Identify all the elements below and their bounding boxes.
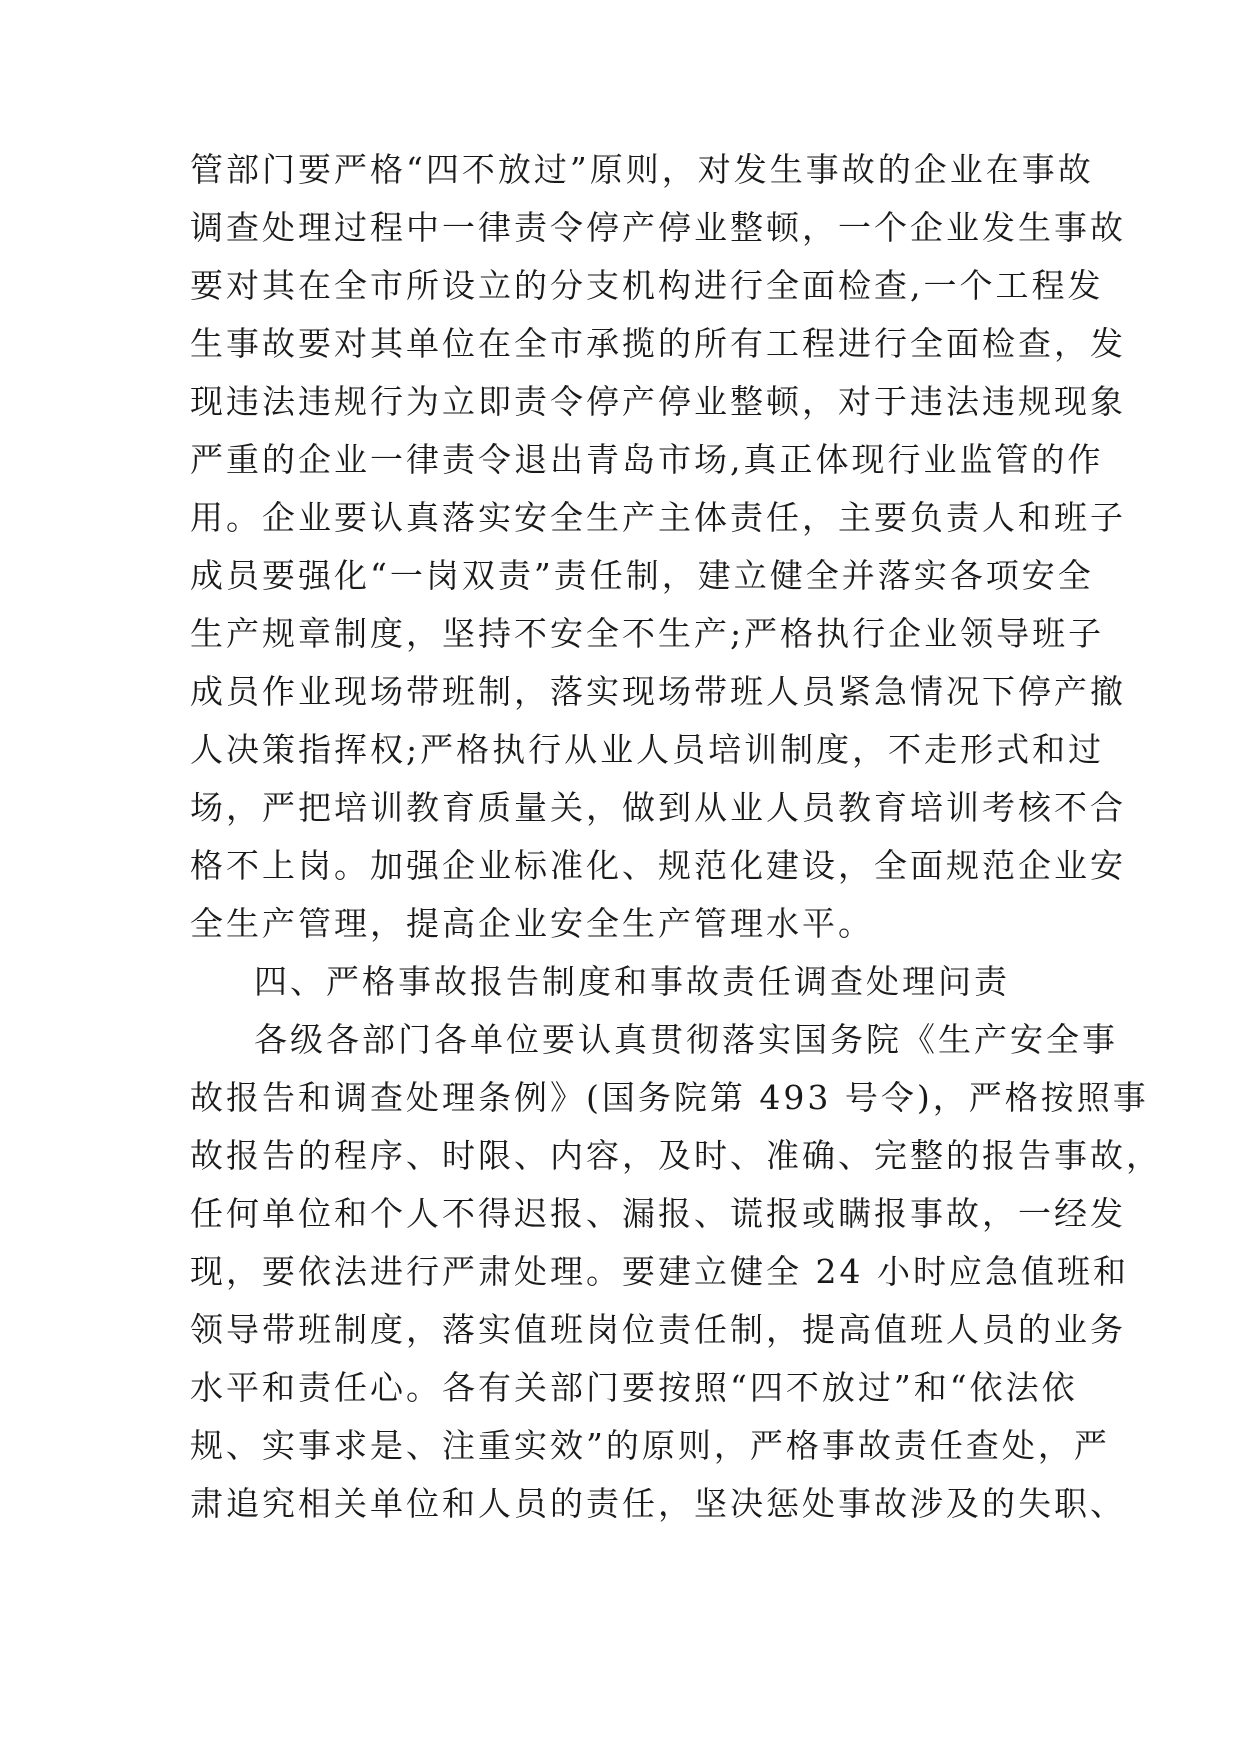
text-line: 场，严把培训教育质量关，做到从业人员教育培训考核不合	[190, 788, 1126, 827]
text-line: 要对其在全市所设立的分支机构进行全面检查,一个工程发	[190, 266, 1104, 305]
text-line: 用。企业要认真落实安全生产主体责任，主要负责人和班子	[190, 498, 1126, 537]
text-line: 领导带班制度，落实值班岗位责任制，提高值班人员的业务	[190, 1310, 1126, 1349]
text-line: 肃追究相关单位和人员的责任，坚决惩处事故涉及的失职、	[190, 1484, 1126, 1523]
text-line: 现违法违规行为立即责令停产停业整顿，对于违法违规现象	[190, 382, 1126, 421]
text-line: 现，要依法进行严肃处理。要建立健全 24 小时应急值班和	[190, 1252, 1129, 1291]
text-line: 规、实事求是、注重实效”的原则，严格事故责任查处，严	[190, 1426, 1110, 1465]
section-heading: 四、严格事故报告制度和事故责任调查处理问责	[254, 962, 1010, 1001]
text-line: 人决策指挥权;严格执行从业人员培训制度，不走形式和过	[190, 730, 1105, 769]
text-line: 生产规章制度，坚持不安全不生产;严格执行企业领导班子	[190, 614, 1105, 653]
text-line: 故报告的程序、时限、内容，及时、准确、完整的报告事故，	[190, 1136, 1162, 1175]
text-line: 各级各部门各单位要认真贯彻落实国务院《生产安全事	[254, 1020, 1118, 1059]
text-line: 水平和责任心。各有关部门要按照“四不放过”和“依法依	[190, 1368, 1078, 1407]
text-line: 格不上岗。加强企业标准化、规范化建设，全面规范企业安	[190, 846, 1126, 885]
text-line: 故报告和调查处理条例》(国务院第 493 号令)，严格按照事	[190, 1078, 1149, 1117]
text-line: 调查处理过程中一律责令停产停业整顿，一个企业发生事故	[190, 208, 1126, 247]
text-line: 严重的企业一律责令退出青岛市场,真正体现行业监管的作	[190, 440, 1104, 479]
text-line: 成员要强化“一岗双责”责任制，建立健全并落实各项安全	[190, 556, 1094, 595]
text-line: 成员作业现场带班制，落实现场带班人员紧急情况下停产撤	[190, 672, 1126, 711]
text-line: 管部门要严格“四不放过”原则，对发生事故的企业在事故	[190, 150, 1094, 189]
text-line: 任何单位和个人不得迟报、漏报、谎报或瞒报事故，一经发	[190, 1194, 1126, 1233]
text-line: 全生产管理，提高企业安全生产管理水平。	[190, 904, 874, 943]
text-line: 生事故要对其单位在全市承揽的所有工程进行全面检查，发	[190, 324, 1126, 363]
